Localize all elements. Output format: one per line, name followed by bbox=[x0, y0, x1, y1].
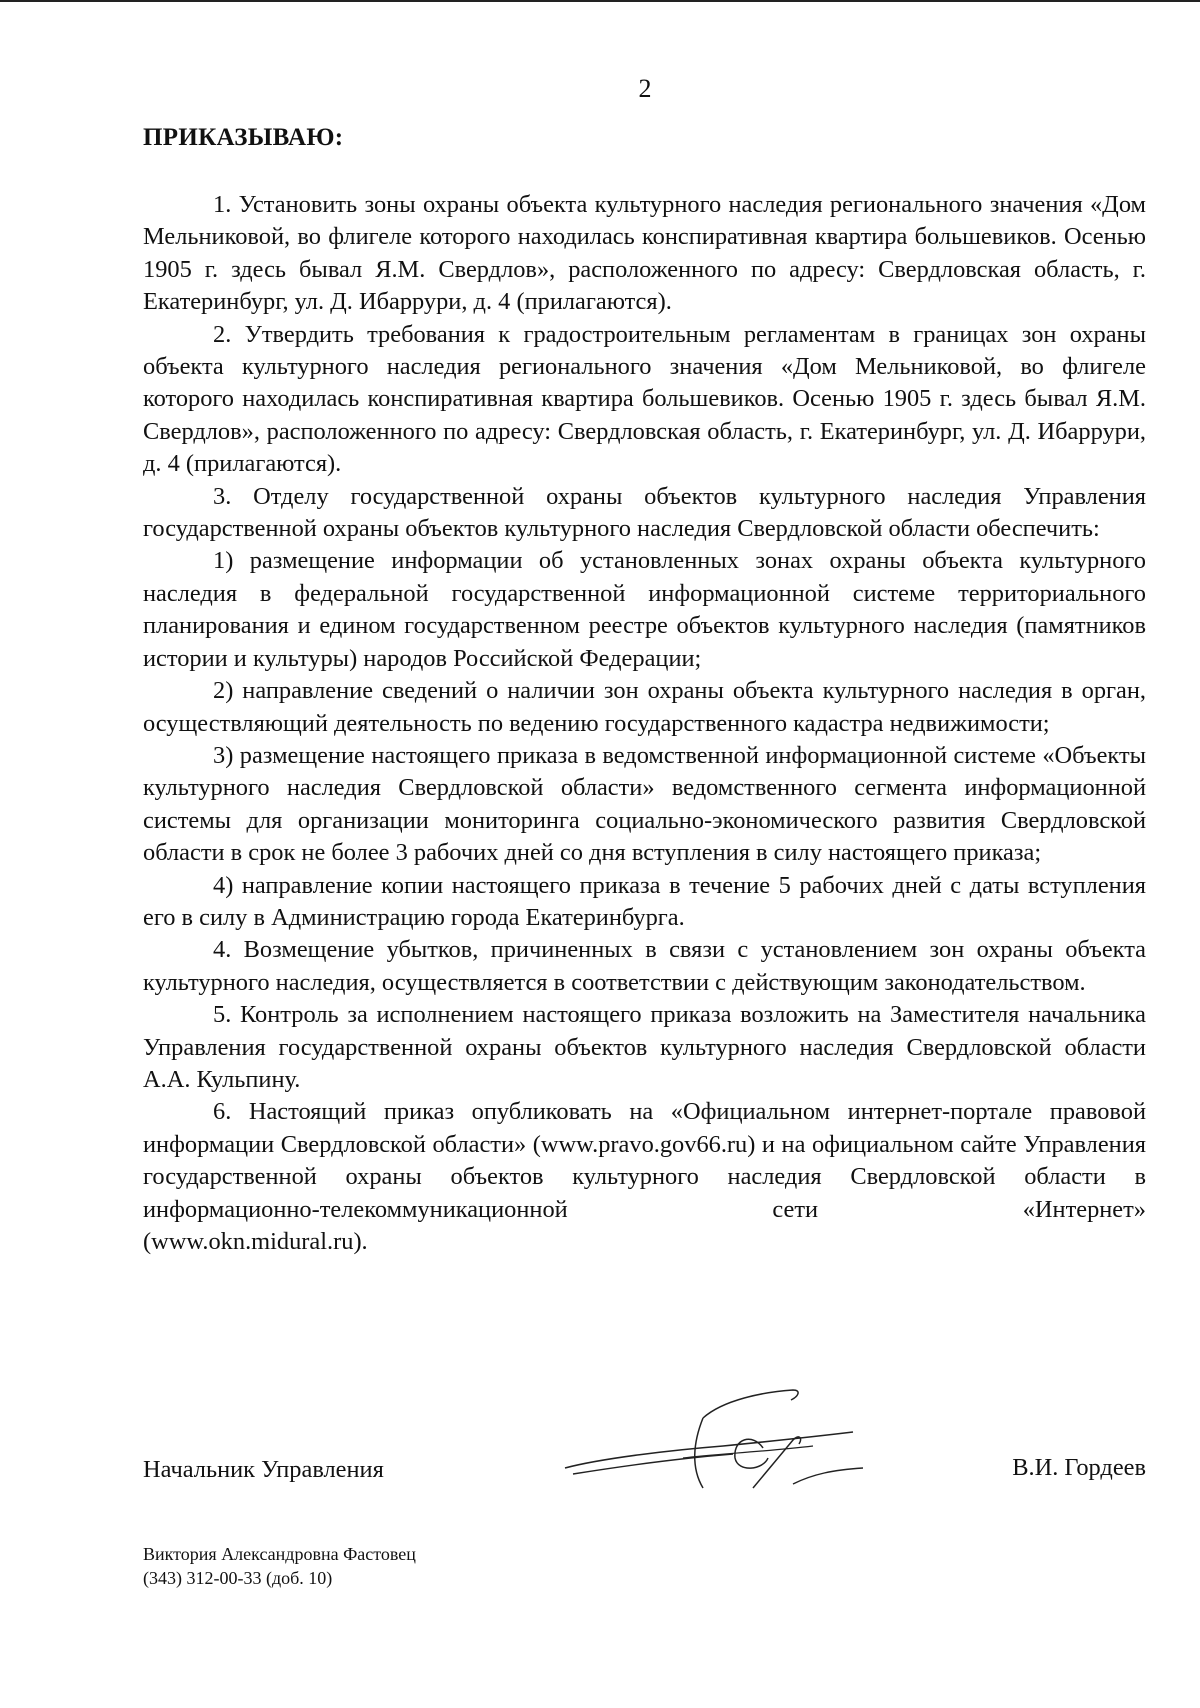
order-item-4: 4. Возмещение убытков, причиненных в связи с установлением зон охраны объекта культурного наследия, осуществляется в соответствии с действующим законодательством. bbox=[143, 936, 1146, 996]
signer-name: В.И. Гордеев bbox=[1012, 1454, 1146, 1481]
handwritten-signature bbox=[563, 1388, 863, 1498]
contact-phone: (343) 312-00-33 (доб. 10) bbox=[143, 1568, 333, 1588]
order-item-6-site: (www.okn.midural.ru). bbox=[143, 1228, 368, 1255]
page-top-edge bbox=[0, 0, 1200, 2]
order-item-1: 1. Установить зоны охраны объекта культурного наследия регионального значения «Дом Мельниковой, во флигеле которого находилась конспиративная квартира большевиков. Осенью 1905 г. здесь бывал Я.М. Свердлов», расположенного по адресу: Свердловская область, г. Екатеринбург, ул. Д. Ибаррури, д. 4 (прилагаются). bbox=[143, 191, 1146, 316]
signer-title: Начальник Управления bbox=[143, 1456, 384, 1483]
order-item-6: 6. Настоящий приказ опубликовать на «Официальном интернет-портале правовой информации Свердловской области» (www.pravo.gov66.ru) и на официальном сайте Управления государственной охраны объектов культурного наследия Свердловской области в информационно-телекоммуникационной сети «Интернет» bbox=[143, 1098, 1146, 1223]
order-subitem-1: 1) размещение информации об установленных зонах охраны объекта культурного наследия в федеральной государственной информационной системе территориального планирования и едином государственном реестре объектов культурного наследия (памятников истории и культуры) народов Российской Федерации; bbox=[143, 547, 1146, 672]
contact-block bbox=[143, 1542, 416, 1590]
order-subitem-4: 4) направление копии настоящего приказа в течение 5 рабочих дней с даты вступления его в силу в Администрацию города Екатеринбурга. bbox=[143, 871, 1146, 931]
order-item-3: 3. Отделу государственной охраны объектов культурного наследия Управления государственной охраны объектов культурного наследия Свердловской области обеспечить: bbox=[143, 482, 1146, 543]
contact-person: Виктория Александровна Фастовец bbox=[143, 1544, 416, 1564]
order-item-2: 2. Утвердить требования к градостроительным регламентам в границах зон охраны объекта культурного наследия регионального значения «Дом Мельниковой, во флигеле которого находилась конспиративная квартира большевиков. Осенью 1905 г. здесь бывал Я.М. Свердлов», расположенного по адресу: Свердловская область, г. Екатеринбург, ул. Д. Ибаррури, д. 4 (прилагаются). bbox=[143, 320, 1146, 478]
signature-block bbox=[143, 1448, 1146, 1508]
page-number: 2 bbox=[638, 74, 652, 103]
order-heading: ПРИКАЗЫВАЮ: bbox=[143, 124, 344, 151]
order-subitem-3: 3) размещение настоящего приказа в ведомственной информационной системе «Объекты культурного наследия Свердловской области» ведомственного сегмента информационной системы для организации мониторинга социально-экономического развития Свердловской области в срок не более 3 рабочих дней со дня вступления в силу настоящего приказа; bbox=[143, 741, 1146, 867]
order-item-5: 5. Контроль за исполнением настоящего приказа возложить на Заместителя начальника Управления государственной охраны объектов культурного наследия Свердловской области А.А. Кульпину. bbox=[143, 1001, 1146, 1093]
order-subitem-2: 2) направление сведений о наличии зон охраны объекта культурного наследия в орган, осуществляющий деятельность по ведению государственного кадастра недвижимости; bbox=[143, 677, 1146, 737]
order-body bbox=[143, 189, 1146, 1258]
